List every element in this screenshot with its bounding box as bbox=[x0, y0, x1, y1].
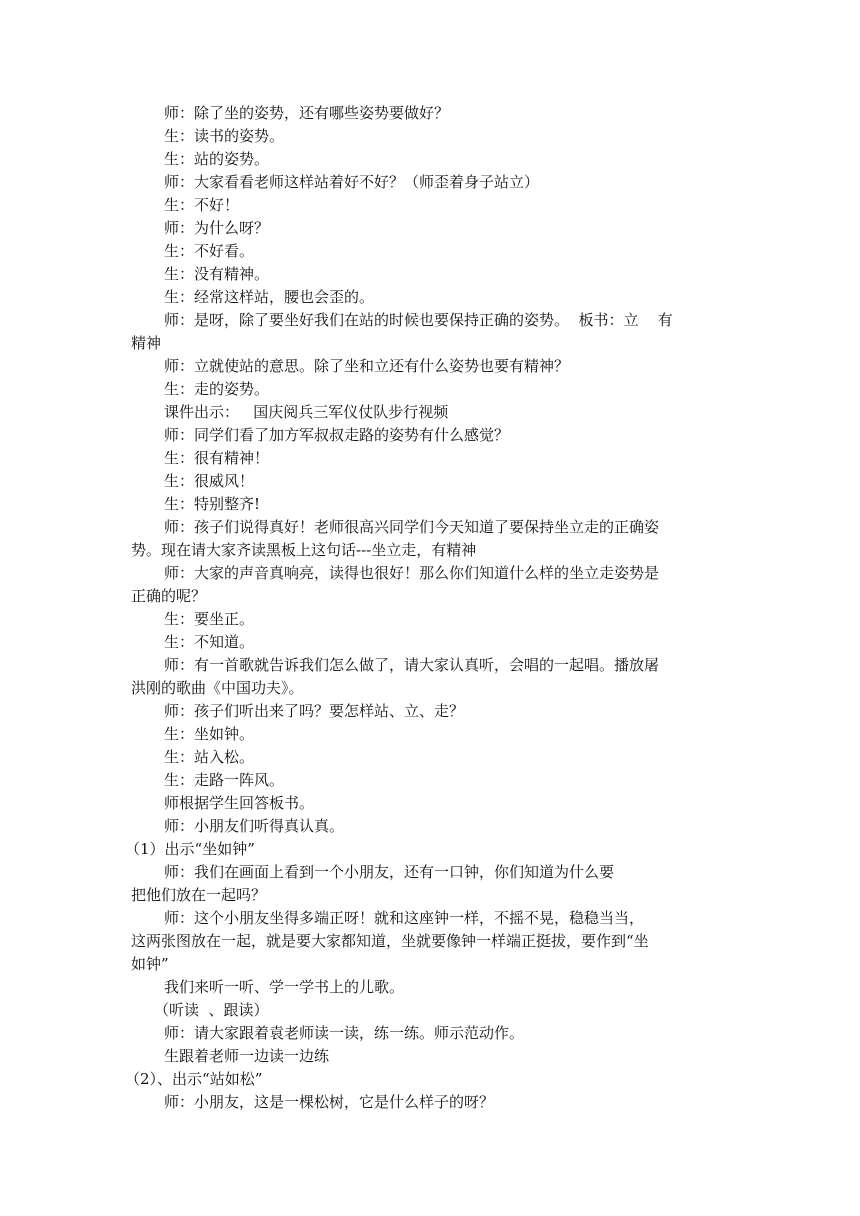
text-line: 师：为什么呀？ bbox=[164, 219, 270, 237]
text-line: 我们来听一听、学一学书上的儿歌。 bbox=[164, 978, 405, 996]
text-line: 把他们放在一起吗？ bbox=[131, 886, 267, 904]
text-line: 生：不知道。 bbox=[164, 633, 255, 651]
text-line: 势。现在请大家齐读黑板上这句话---坐立走，有精神 bbox=[131, 541, 477, 559]
text-line: 生跟着老师一边读一边练 bbox=[164, 1047, 330, 1065]
text-line: 师：小朋友们听得真认真。 bbox=[164, 817, 345, 835]
text-line: 洪刚的歌曲《中国功夫》。 bbox=[131, 679, 304, 697]
text-line: 生：很有精神！ bbox=[164, 449, 270, 467]
text-line: 生：坐如钟。 bbox=[164, 725, 255, 743]
text-line: 生：读书的姿势。 bbox=[164, 127, 285, 145]
text-line: 师：立就使站的意思。除了坐和立还有什么姿势也要有精神？ bbox=[164, 357, 570, 375]
text-line: 精神 bbox=[131, 334, 162, 352]
text-line: 师：孩子们听出来了吗？要怎样站、立、走？ bbox=[164, 702, 465, 720]
text-line: 师：大家看看老师这样站着好不好？（师歪着身子站立） bbox=[164, 173, 540, 191]
section-heading: （2）、出示“站如松” bbox=[125, 1070, 263, 1088]
text-line: 生：走的姿势。 bbox=[164, 380, 270, 398]
text-line: 师：我们在画面上看到一个小朋友，还有一口钟，你们知道为什么要 bbox=[164, 863, 615, 881]
text-line: 师：是呀，除了要坐好我们在站的时候也要保持正确的姿势。 板书：立 有 bbox=[164, 311, 673, 329]
text-line: 师：这个小朋友坐得多端正呀！就和这座钟一样，不摇不晃，稳稳当当， bbox=[164, 909, 645, 927]
text-line: 师：小朋友，这是一棵松树，它是什么样子的呀？ bbox=[164, 1093, 495, 1111]
text-line: 生：特别整齐! bbox=[164, 495, 261, 513]
text-line: 生：站的姿势。 bbox=[164, 150, 270, 168]
text-line: 生：走路一阵风。 bbox=[164, 771, 285, 789]
text-line: 师：有一首歌就告诉我们怎么做了，请大家认真听，会唱的一起唱。播放屠 bbox=[164, 656, 660, 674]
text-line: 生：不好看。 bbox=[164, 242, 255, 260]
section-heading: （1）出示“坐如钟” bbox=[125, 840, 255, 858]
text-line: 生：没有精神。 bbox=[164, 265, 270, 283]
text-line: 师根据学生回答板书。 bbox=[164, 794, 315, 812]
text-line: （听读 、跟读） bbox=[154, 1001, 269, 1019]
text-line: 师：孩子们说得真好！老师很高兴同学们今天知道了要保持坐立走的正确姿 bbox=[164, 518, 660, 536]
text-line: 师：同学们看了加方军叔叔走路的姿势有什么感觉？ bbox=[164, 426, 510, 444]
text-line: 师：除了坐的姿势，还有哪些姿势要做好？ bbox=[164, 104, 450, 122]
text-line: 课件出示： 国庆阅兵三军仪仗队步行视频 bbox=[164, 403, 449, 421]
text-line: 生：不好！ bbox=[164, 196, 240, 214]
text-line: 正确的呢？ bbox=[131, 587, 207, 605]
text-line: 生：经常这样站，腰也会歪的。 bbox=[164, 288, 375, 306]
text-line: 如钟” bbox=[131, 955, 169, 973]
text-line: 师：请大家跟着袁老师读一读，练一练。师示范动作。 bbox=[164, 1024, 525, 1042]
text-line: 师：大家的声音真响亮，读得也很好！那么你们知道什么样的坐立走姿势是 bbox=[164, 564, 660, 582]
text-line: 生：要坐正。 bbox=[164, 610, 255, 628]
lesson-transcript bbox=[125, 102, 733, 1114]
text-line: 生：很威风！ bbox=[164, 472, 255, 490]
text-line: 生：站入松。 bbox=[164, 748, 255, 766]
text-line: 这两张图放在一起，就是要大家都知道，坐就要像钟一样端正挺拔，要作到“坐 bbox=[131, 932, 649, 950]
